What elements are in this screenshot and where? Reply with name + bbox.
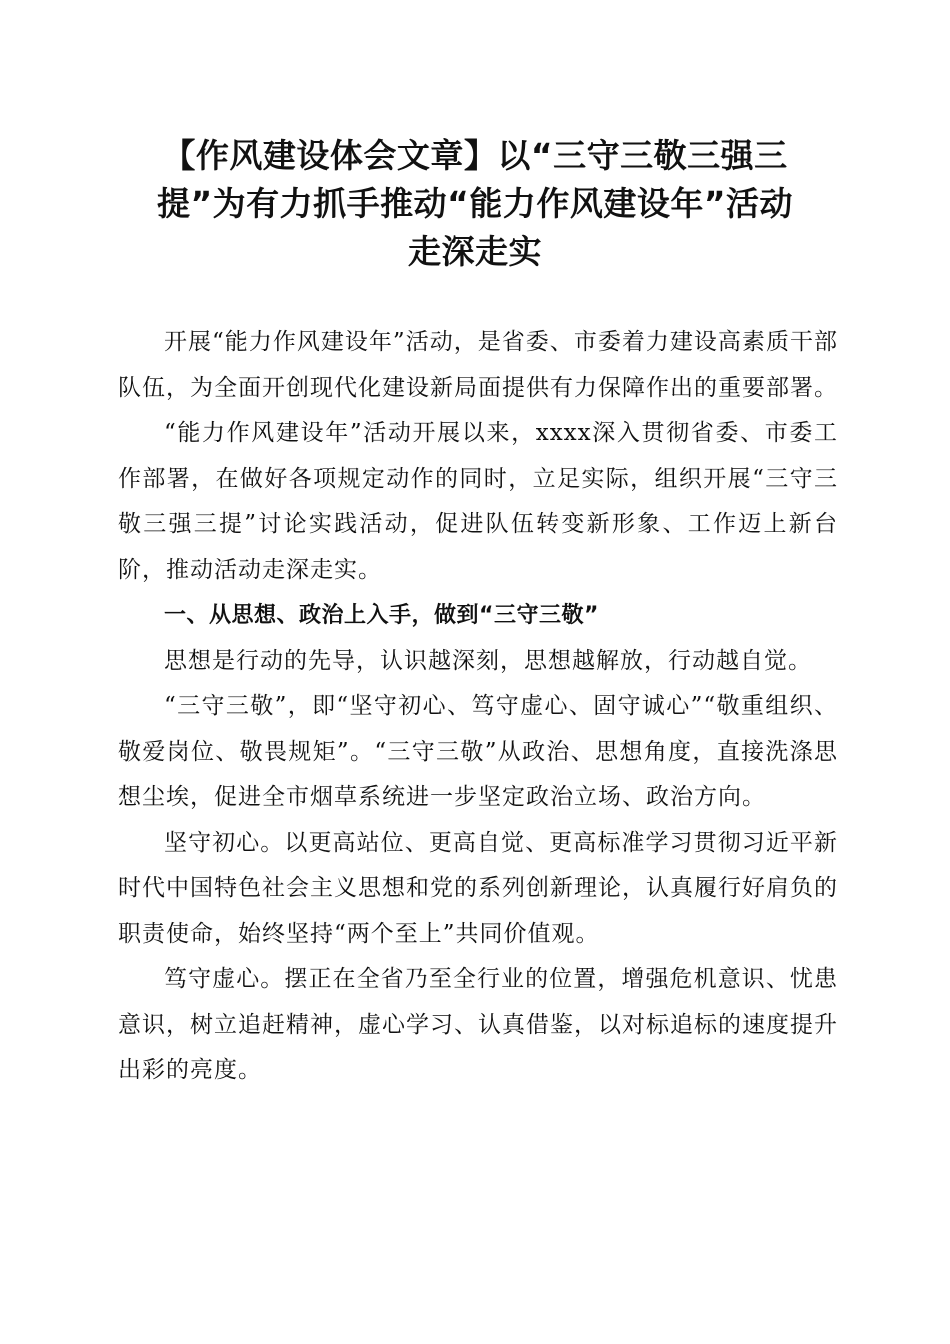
document-body [118, 320, 838, 1094]
section1-paragraph-1: 思想是行动的先导，认识越深刻，思想越解放，行动越自觉。 [164, 647, 812, 674]
intro-paragraph-1: 开展“能力作风建设年”活动，是省委、市委着力建设高素质干部队伍，为全面开创现代化建设新局面提供有力保障作出的重要部署。 [118, 329, 838, 401]
title-line-3: 走深走实 [408, 232, 542, 271]
section1-paragraph-4: 笃守虚心。摆正在全省乃至全行业的位置，增强危机意识、忧患意识，树立追赶精神，虚心学习、认真借鉴，以对标追标的速度提升出彩的亮度。 [118, 966, 838, 1083]
intro-paragraph-2: “能力作风建设年”活动开展以来，xxxx深入贯彻省委、市委工作部署，在做好各项规定动作的同时，立足实际，组织开展“三守三敬三强三提”讨论实践活动，促进队伍转变新形象、工作迈上新台阶，推动活动走深走实。 [118, 420, 838, 583]
title-line-2: 提”为有力抓手推动“能力作风建设年”活动 [156, 184, 794, 223]
section-heading-1: 一、从思想、政治上入手，做到“三守三敬” [164, 603, 599, 628]
section1-paragraph-2: “三守三敬”，即“坚守初心、笃守虚心、固守诚心”“敬重组织、敬爱岗位、敬畏规矩”。“三守三敬”从政治、思想角度，直接洗涤思想尘埃，促进全市烟草系统进一步坚定政治立场、政治方向。 [118, 693, 838, 810]
title-line-1: 【作风建设体会文章】以“三守三敬三强三 [162, 136, 788, 175]
section1-paragraph-3: 坚守初心。以更高站位、更高自觉、更高标准学习贯彻习近平新时代中国特色社会主义思想和党的系列创新理论，认真履行好肩负的职责使命，始终坚持“两个至上”共同价值观。 [118, 829, 838, 947]
document-title [100, 132, 850, 276]
